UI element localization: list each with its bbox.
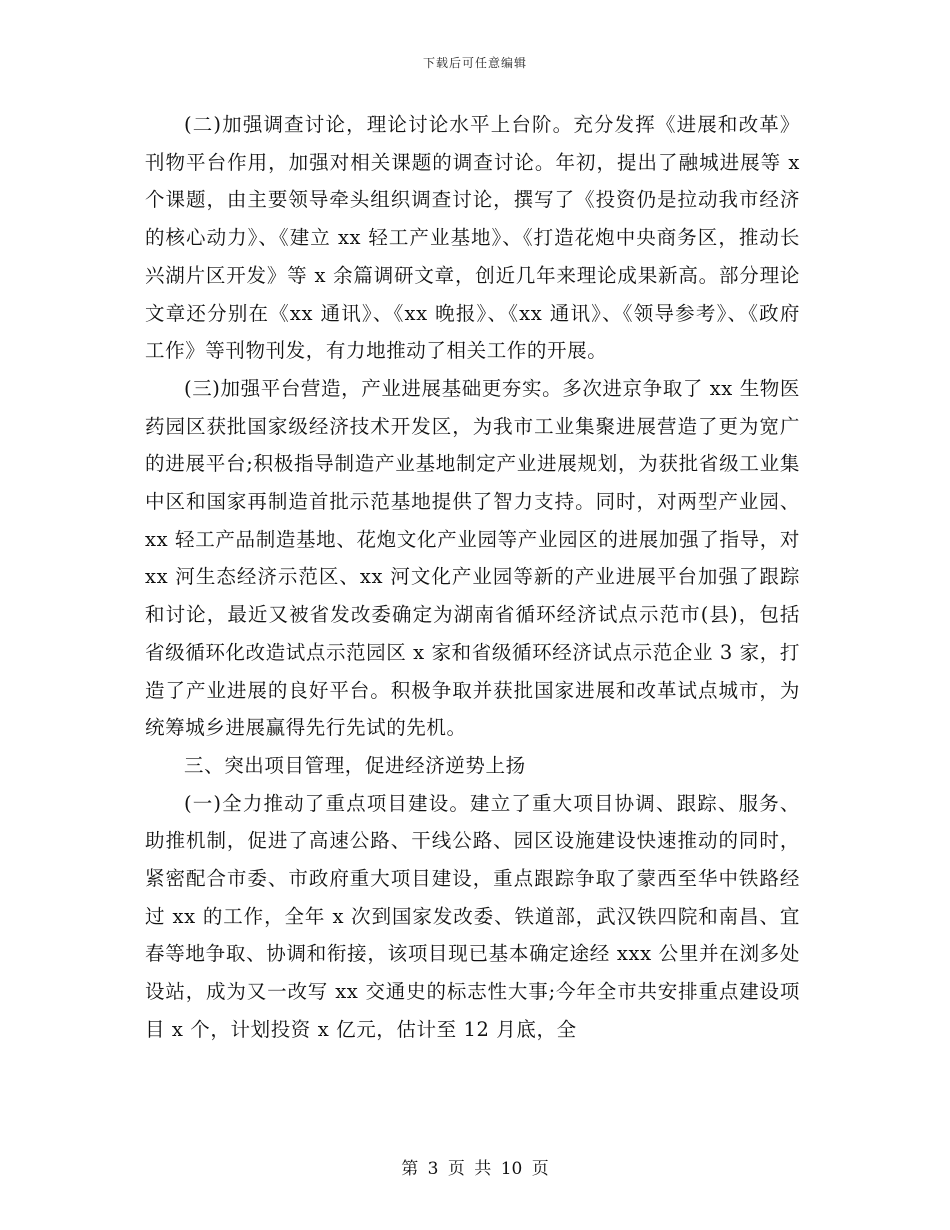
paragraph-platform-research: (二)加强调查讨论，理论讨论水平上台阶。充分发挥《进展和改革》刊物平台作用，加强对相关课题的调查讨论。年初，提出了融城进展等 x 个课题，由主要领导牵头组织调查讨论，撰写了《投资仍是拉动我市经济的核心动力》、《建立 xx 轻工产业基地》、《打造花炮中央商务区，推动长兴湖片区开发》等 x 余篇调研文章，创近几年来理论成果新高。部分理论文章还分别在《xx 通讯》、《xx 晚报》、《xx 通讯》、《领导参考》、《政府工作》等刊物刊发，有力地推动了相关工作的开展。	[145, 113, 800, 363]
paragraph-platform-building: (三)加强平台营造，产业进展基础更夯实。多次进京争取了 xx 生物医药园区获批国家级经济技术开发区，为我市工业集聚进展营造了更为宽广的进展平台;积极指导制造产业基地制定产业进展规划，为获批省级工业集中区和国家再制造首批示范基地提供了智力支持。同时，对两型产业园、xx 轻工产品制造基地、花炮文化产业园等产业园区的进展加强了指导，对 xx 河生态经济示范区、xx 河文化产业园等新的产业进展平台加强了跟踪和讨论，最近又被省发改委确定为湖南省循环经济试点示范市(县)，包括省级循环化改造试点示范园区 x 家和省级循环经济试点示范企业 3 家，打造了产业进展的良好平台。积极争取并获批国家进展和改革试点城市，为统筹城乡进展赢得先行先试的先机。	[145, 376, 801, 740]
document-body	[145, 106, 800, 1049]
page-header-note: 下载后可任意编辑	[422, 56, 527, 70]
paragraph-key-projects: (一)全力推动了重点项目建设。建立了重大项目协调、跟踪、服务、助推机制，促进了高速公路、干线公路、园区设施建设快速推动的同时，紧密配合市委、市政府重大项目建设，重点跟踪争取了蒙西至华中铁路经过 xx 的工作，全年 x 次到国家发改委、铁道部，武汉铁四院和南昌、宜春等地争取、协调和衔接，该项目现已基本确定途经 xxx 公里并在浏多处设站，成为又一改写 xx 交通史的标志性大事;今年全市共安排重点建设项目 x 个，计划投资 x 亿元，估计至 12 月底，全	[145, 791, 800, 1041]
page-number-footer: 第 3 页 共 10 页	[401, 1159, 549, 1179]
section-heading-project-management: 三、突出项目管理，促进经济逆势上扬	[184, 753, 526, 777]
